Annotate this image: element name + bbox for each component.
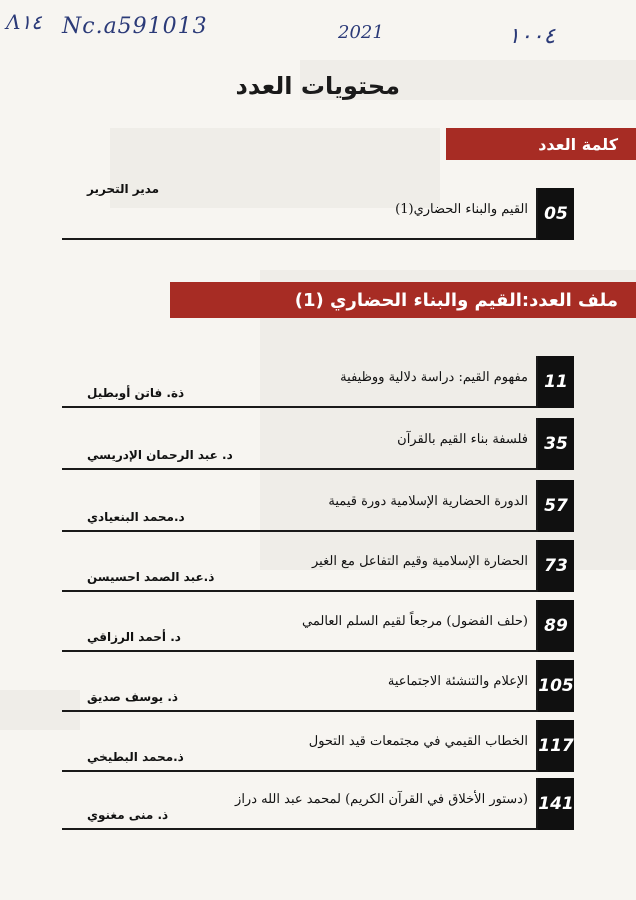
toc-entry	[62, 418, 574, 470]
author-name: د. أحمد الرزاقي	[87, 630, 181, 644]
entry-divider	[536, 418, 538, 470]
page-number: 117	[538, 720, 574, 772]
entry-divider	[536, 660, 538, 712]
page-number: 105	[538, 660, 574, 712]
article-title: مفهوم القيم: دراسة دلالية ووظيفية	[340, 370, 528, 385]
entry-underline	[62, 238, 538, 240]
page-number: 89	[538, 600, 574, 652]
article-title: الخطاب القيمي في مجتمعات قيد التحول	[308, 734, 528, 749]
page-number: 73	[538, 540, 574, 592]
handwritten-page-mark: Λ١٤	[6, 10, 42, 34]
toc-entry	[62, 720, 574, 772]
toc-entry	[62, 600, 574, 652]
page-number: 05	[538, 188, 574, 240]
author-name: ذ. يوسف صديق	[87, 690, 179, 704]
toc-entry	[62, 778, 574, 830]
toc-entry	[62, 356, 574, 408]
handwritten-year: 2021	[338, 22, 384, 43]
article-title: (دستور الأخلاق في القرآن الكريم) لمحمد عبد الله دراز	[235, 792, 528, 807]
author-name: ذ. منى مغنوي	[87, 808, 169, 822]
author-name: ذ.محمد البطيخي	[87, 750, 184, 764]
article-title: فلسفة بناء القيم بالقرآن	[397, 432, 528, 447]
page-title: محتويات العدد	[235, 72, 400, 100]
entry-underline	[62, 406, 538, 408]
page-number: 35	[538, 418, 574, 470]
entry-divider	[536, 356, 538, 408]
page-number: 11	[538, 356, 574, 408]
section-banner-editorial	[446, 128, 636, 160]
entry-divider	[536, 778, 538, 830]
article-title: الدورة الحضارية الإسلامية دورة قيمية	[328, 494, 528, 509]
entry-underline	[62, 530, 538, 532]
entry-divider	[536, 540, 538, 592]
author-name: د.محمد البنعيادي	[87, 510, 185, 524]
section-banner-file	[170, 282, 636, 318]
entry-divider	[536, 600, 538, 652]
section-banner-file-label: ملف العدد:القيم والبناء الحضاري (1)	[294, 289, 618, 311]
page-number: 141	[538, 778, 574, 830]
editorial-entry	[62, 182, 574, 240]
handwritten-date: ١٠٠٤	[508, 24, 556, 49]
section-banner-editorial-label: كلمة العدد	[538, 134, 618, 154]
entry-underline	[62, 650, 538, 652]
author-name: ذ.عبد الصمد احسيسن	[87, 570, 215, 584]
author-name: د. عبد الرحمان الإدريسي	[87, 448, 233, 462]
entry-divider	[536, 720, 538, 772]
author-name: مدير التحرير	[87, 182, 160, 196]
entry-underline	[62, 710, 538, 712]
entry-underline	[62, 770, 538, 772]
handwritten-accession-number: Nc.a591013	[62, 14, 208, 39]
author-name: ذة. فاتن أوبطيل	[87, 386, 185, 400]
article-title: الإعلام والتنشئة الاجتماعية	[387, 674, 528, 689]
entry-underline	[62, 828, 538, 830]
toc-entry	[62, 480, 574, 532]
entry-underline	[62, 590, 538, 592]
entry-underline	[62, 468, 538, 470]
article-title: الحضارة الإسلامية وقيم التفاعل مع الغير	[311, 554, 528, 569]
toc-entry	[62, 660, 574, 712]
toc-entry	[62, 540, 574, 592]
page-number: 57	[538, 480, 574, 532]
entry-divider	[536, 188, 538, 240]
article-title: القيم والبناء الحضاري(1)	[395, 202, 528, 217]
article-title: (حلف الفضول) مرجعاً لقيم السلم العالمي	[302, 614, 528, 629]
entry-divider	[536, 480, 538, 532]
